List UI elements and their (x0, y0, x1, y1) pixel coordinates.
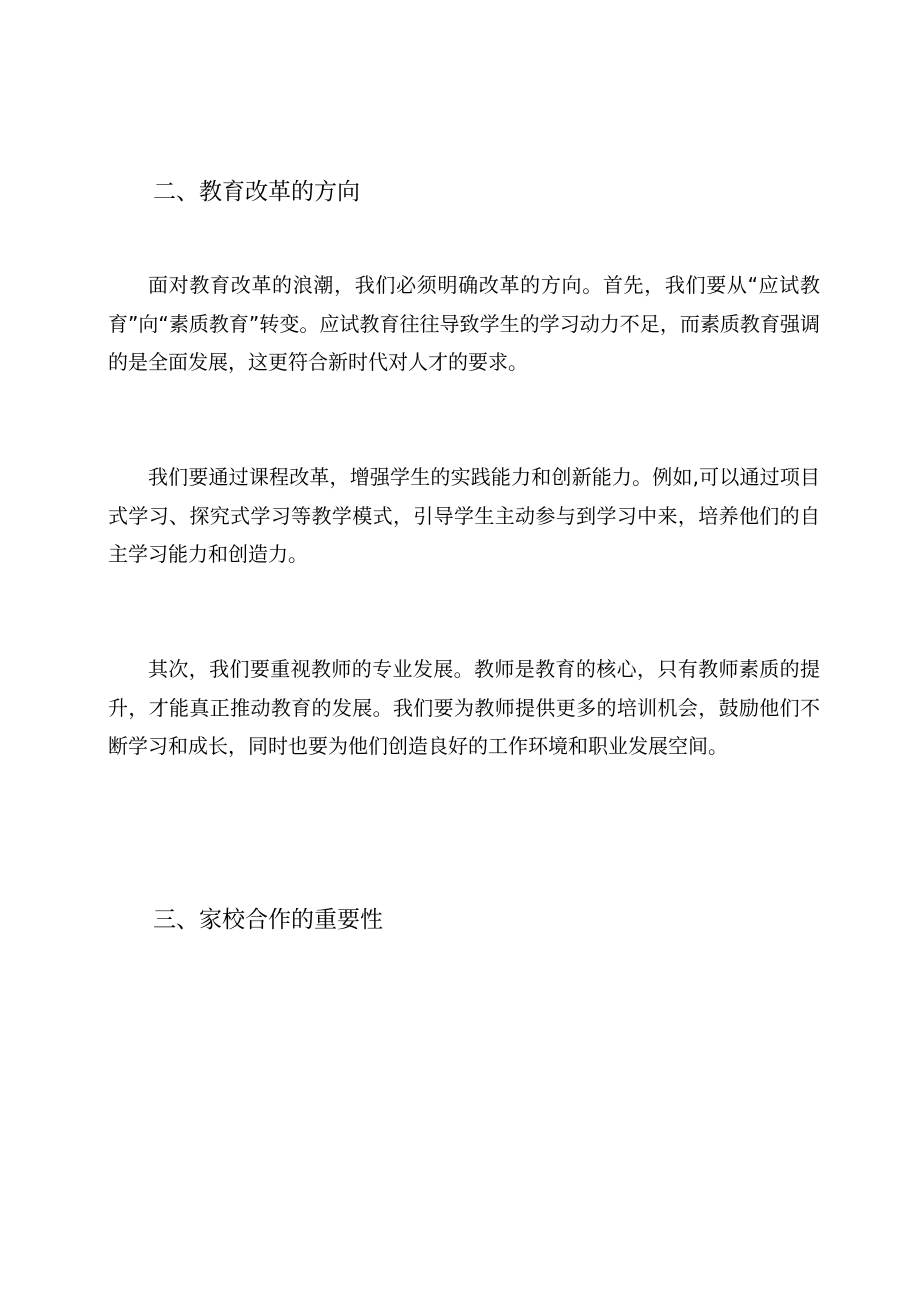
section-2-paragraph-1: 面对教育改革的浪潮，我们必须明确改革的方向。首先，我们要从“应试教育”向“素质教育”转变。应试教育往往导致学生的学习动力不足，而素质教育强调的是全面发展，这更符合新时代对人才的要求。 (108, 273, 820, 374)
section-2-paragraph-3: 其次，我们要重视教师的专业发展。教师是教育的核心，只有教师素质的提升，才能真正推动教育的发展。我们要为教师提供更多的培训机会，鼓励他们不断学习和成长，同时也要为他们创造良好的工作环境和职业发展空间。 (108, 657, 820, 758)
section-2-heading: 二、教育改革的方向 (153, 179, 360, 205)
section-3-heading: 三、家校合作的重要性 (153, 907, 383, 933)
section-2-paragraph-2: 我们要通过课程改革，增强学生的实践能力和创新能力。例如,可以通过项目式学习、探究式学习等教学模式，引导学生主动参与到学习中来，培养他们的自主学习能力和创造力。 (108, 465, 820, 566)
